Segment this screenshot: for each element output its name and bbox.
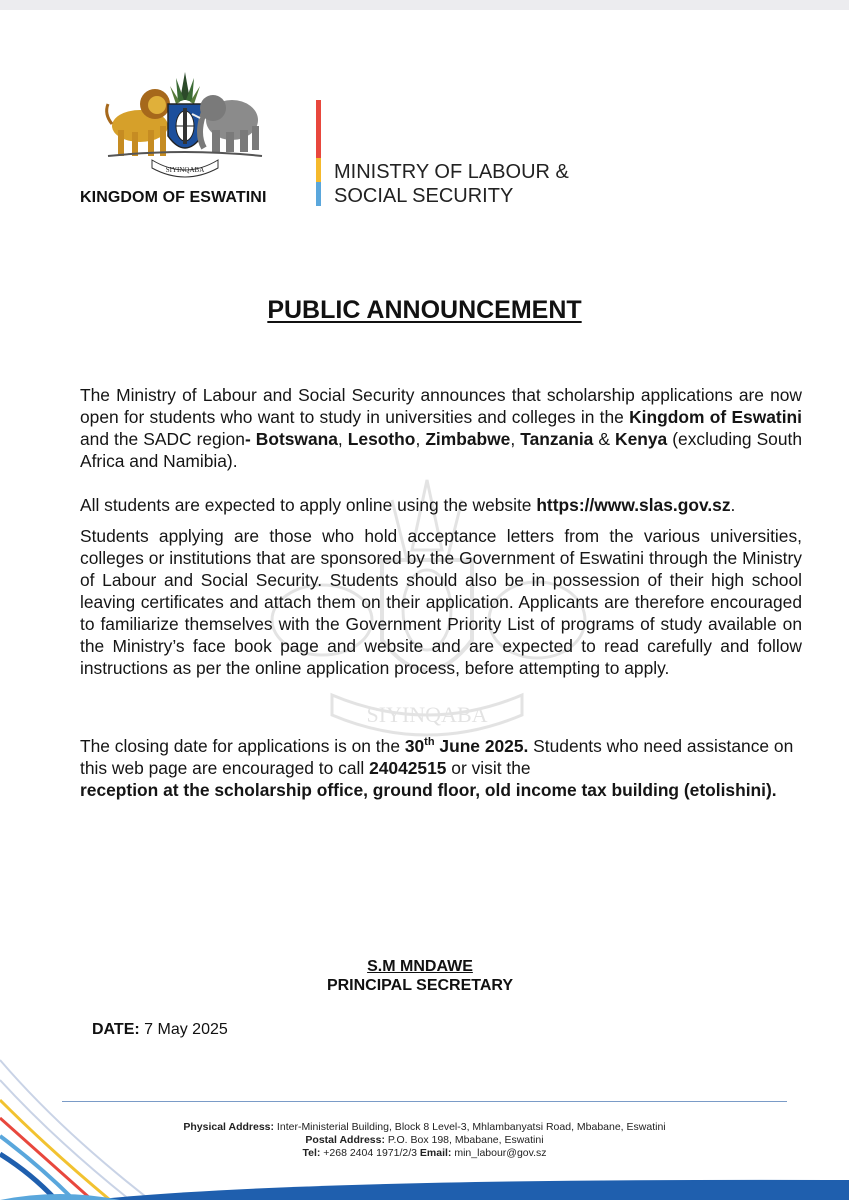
ministry-line-2: SOCIAL SECURITY (334, 185, 514, 207)
signatory-name: S.M MNDAWE (367, 958, 473, 975)
paragraph-apply-online: All students are expected to apply online using the website https://www.slas.gov.sz. (80, 495, 736, 515)
bottom-band (0, 1178, 849, 1200)
bar-blue (316, 182, 321, 206)
elephant-icon (192, 95, 259, 152)
ministry-line-1: MINISTRY OF LABOUR & (334, 161, 569, 183)
footer-physical-address: Physical Address: Inter-Ministerial Building, Block 8 Level-3, Mhlambanyatsi Road, Mbabane, Eswatini (183, 1121, 666, 1133)
paragraph-intro: The Ministry of Labour and Social Security announces that scholarship applications are now open for students who want to study in universities and colleges in the Kingdom of Eswatini and the SADC region- Botswana, Lesotho, Zimbabwe, Tanzania & Kenya (excluding South Africa and Namibia). (80, 385, 803, 471)
footer-postal-address: Postal Address: P.O. Box 198, Mbabane, Eswatini (305, 1134, 544, 1146)
watermark-motto: SIYINQABA (366, 702, 488, 727)
ministry-name (334, 160, 569, 208)
top-band (0, 0, 849, 10)
office-location: reception at the scholarship office, ground floor, old income tax building (etolishini). (80, 780, 777, 800)
lion-icon (107, 89, 170, 156)
paragraph-eligibility: Students applying are those who hold acceptance letters from the various universities, colleges or institutions that are sponsored by the Government of Eswatini through the Ministry of Labour and Social Security. Students should also be in possession of their high school leaving certificates and attach them on their application. Applicants are therefore encouraged to familiarize themselves with the Government Priority List of programs of study available on the Ministry’s face book page and website and are expected to read carefully and follow instructions as per the online application process, before attempting to apply. (80, 526, 802, 678)
page-title: PUBLIC ANNOUNCEMENT (267, 296, 582, 324)
paragraph-closing-date: The closing date for applications is on the 30th June 2025. Students who need assistance on this web page are encouraged to call 24042515 or visit the reception at the scholarship office, ground floor, old income tax building (etolishini). (80, 736, 794, 800)
email-link[interactable]: min_labour@gov.sz (451, 1147, 547, 1159)
coat-motto: SIYINQABA (165, 166, 205, 174)
plume-icon (170, 72, 200, 104)
footer-contact: Tel: +268 2404 1971/2/3 Email: min_labour@gov.sz (302, 1147, 547, 1159)
country-name: KINGDOM OF ESWATINI (80, 189, 267, 206)
decorative-swoosh (0, 1040, 260, 1200)
signatory-title: PRINCIPAL SECRETARY (326, 977, 514, 994)
date-line: DATE: 7 May 2025 (92, 1021, 228, 1038)
ministry-color-bar (316, 100, 321, 206)
phone-number: 24042515 (369, 758, 447, 778)
website-link[interactable]: https://www.slas.gov.sz (536, 495, 731, 515)
bar-yellow (316, 158, 321, 182)
bar-red (316, 100, 321, 158)
shield-icon (168, 104, 202, 148)
coat-of-arms-logo (100, 64, 270, 182)
footer-divider (62, 1101, 787, 1102)
